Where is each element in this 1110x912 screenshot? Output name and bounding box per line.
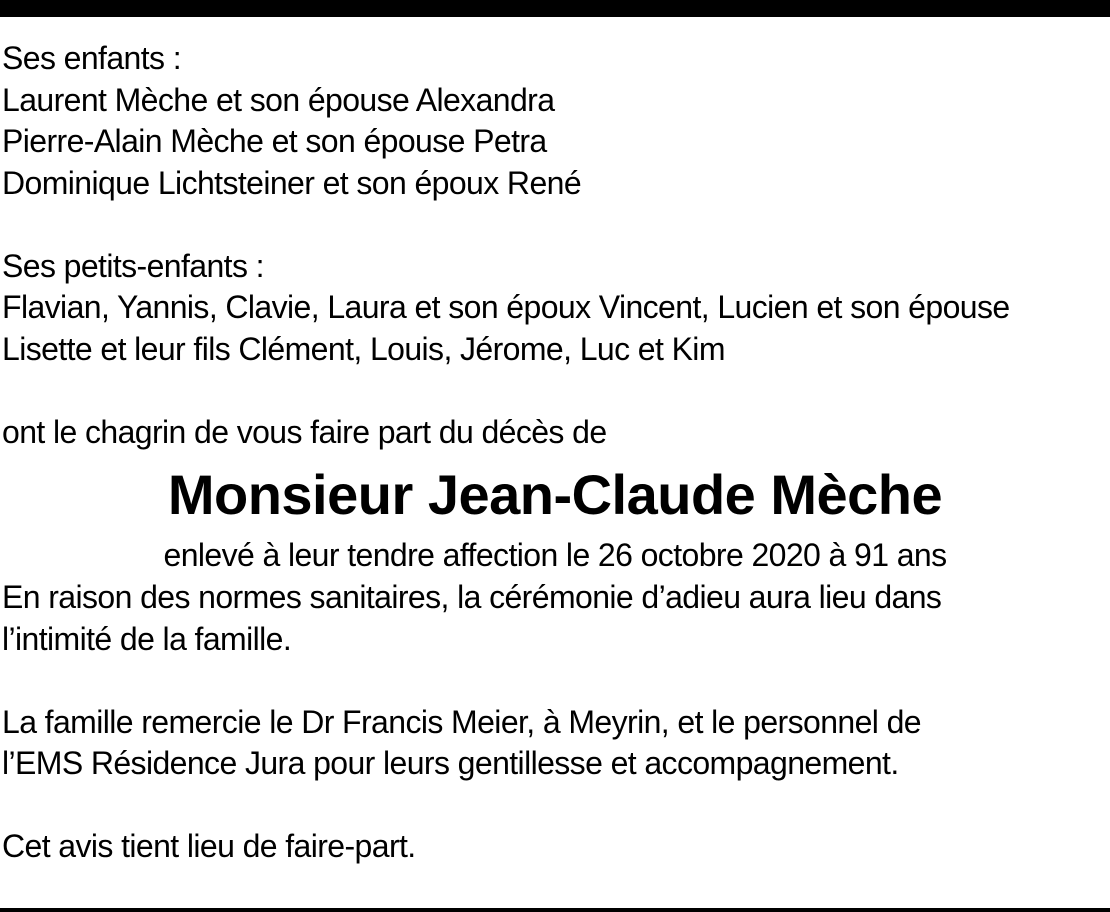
ceremony-line: En raison des normes sanitaires, la cérémonie d’adieu aura lieu dans	[2, 579, 942, 615]
spacer	[2, 660, 1108, 702]
thanks-section	[2, 702, 1108, 785]
children-line: Dominique Lichtsteiner et son époux René	[2, 164, 582, 201]
ceremony-line: l’intimité de la famille.	[2, 620, 292, 657]
thanks-line: l’EMS Résidence Jura pour leurs gentillesse et accompagnement.	[2, 745, 899, 781]
grandchildren-section	[2, 246, 1108, 371]
spacer	[2, 204, 1108, 246]
spacer	[2, 785, 1108, 827]
children-heading: Ses enfants :	[2, 40, 181, 76]
closing-text: Cet avis tient lieu de faire-part.	[2, 828, 416, 864]
announcement-text: ont le chagrin de vous faire part du décès de	[2, 413, 607, 450]
spacer	[2, 370, 1108, 412]
children-line: Laurent Mèche et son épouse Alexandra	[2, 81, 555, 118]
children-section	[2, 38, 1108, 204]
obituary-notice	[2, 38, 1108, 868]
top-rule	[0, 0, 1110, 17]
grandchildren-heading: Ses petits-enfants :	[2, 247, 264, 284]
grandchildren-line: Lisette et leur fils Clément, Louis, Jérome, Luc et Kim	[2, 330, 725, 367]
bottom-rule	[0, 908, 1110, 912]
grandchildren-line: Flavian, Yannis, Clavie, Laura et son époux Vincent, Lucien et son épouse	[2, 289, 1010, 325]
thanks-line: La famille remercie le Dr Francis Meier, à Meyrin, et le personnel de	[2, 703, 921, 740]
passing-info: enlevé à leur tendre affection le 26 octobre 2020 à 91 ans	[163, 537, 947, 573]
ceremony-section	[2, 577, 1108, 660]
children-line: Pierre-Alain Mèche et son épouse Petra	[2, 123, 547, 159]
deceased-name: Monsieur Jean-Claude Mèche	[167, 463, 943, 526]
